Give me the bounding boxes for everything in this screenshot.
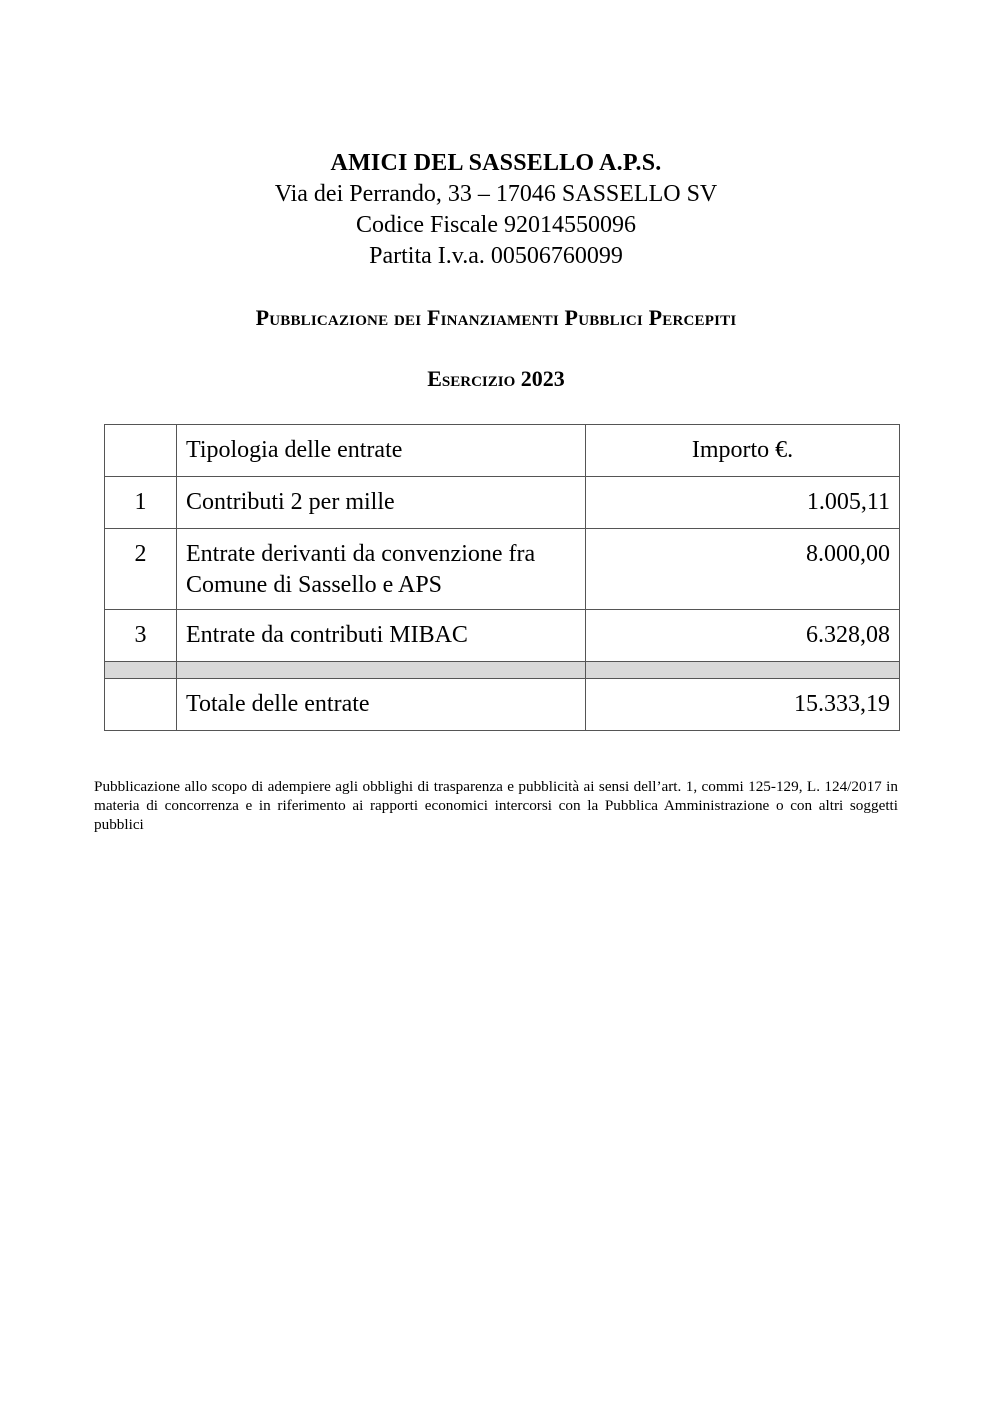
header-type-cell: Tipologia delle entrate [177,425,586,477]
header-amount-cell: Importo €. [586,425,900,477]
table-header-row [105,425,900,477]
row-type: Contributi 2 per mille [177,477,586,529]
separator-cell [177,662,586,679]
table-separator-row [105,662,900,679]
vat-number: Partita I.v.a. 00506760099 [369,243,623,269]
revenue-table [104,424,900,731]
row-number: 1 [105,477,177,529]
organization-name: AMICI DEL SASSELLO A.P.S. [330,150,662,176]
row-number: 3 [105,610,177,662]
row-type: Entrate derivanti da convenzione fra Comune di Sassello e APS [177,529,586,610]
total-amount: 15.333,19 [586,679,900,731]
tax-code: Codice Fiscale 92014550096 [356,212,636,238]
table-total-row [105,679,900,731]
organization-address: Via dei Perrando, 33 – 17046 SASSELLO SV [274,181,718,207]
row-type: Entrate da contributi MIBAC [177,610,586,662]
header-number-cell [105,425,177,477]
document-title: Pubblicazione dei Finanziamenti Pubblici Percepiti [255,305,737,330]
separator-cell [586,662,900,679]
table-row [105,529,900,610]
legal-note: Pubblicazione allo scopo di adempiere agli obblighi di trasparenza e pubblicità ai sensi dell’art. 1, commi 125-129, L. 124/2017 in materia di concorrenza e in riferimento ai rapporti economici intercorsi con la Pubblica Amministrazione o con altri soggetti pubblici [94,778,898,833]
separator-cell [105,662,177,679]
row-amount: 6.328,08 [586,610,900,662]
total-label: Totale delle entrate [177,679,586,731]
row-amount: 8.000,00 [586,529,900,610]
organization-header [0,148,992,272]
fiscal-year-label: Esercizio 2023 [427,366,565,391]
table-row [105,477,900,529]
table-row [105,610,900,662]
row-amount: 1.005,11 [586,477,900,529]
total-number-cell [105,679,177,731]
row-number: 2 [105,529,177,610]
